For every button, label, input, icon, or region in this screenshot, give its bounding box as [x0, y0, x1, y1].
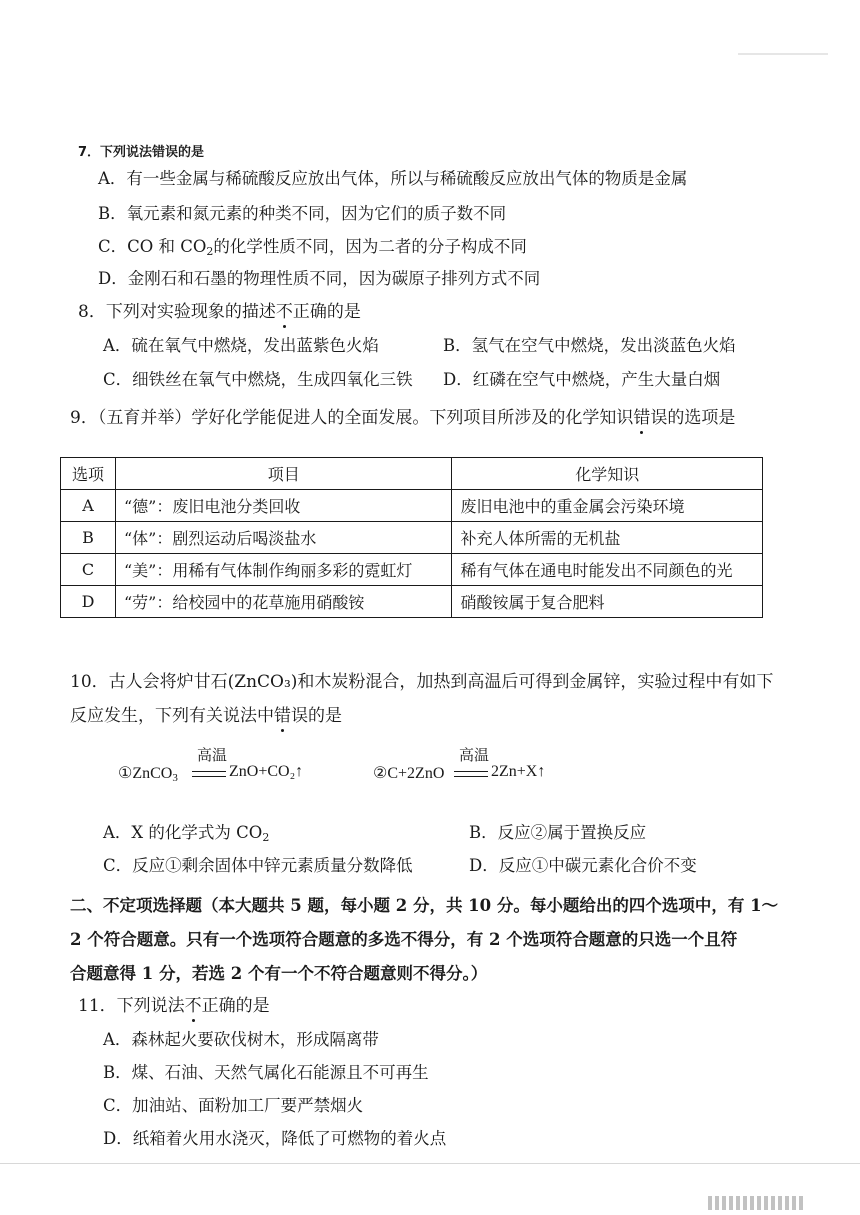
- table-cell-option: B: [61, 522, 116, 554]
- q10-option-b: B．反应②属于置换反应: [469, 823, 647, 842]
- eq1-sub: 3: [172, 772, 178, 784]
- q9-title-part2: 误的选项是: [650, 408, 736, 428]
- q7-option-a: A．有一些金属与稀硫酸反应放出气体，所以与稀硫酸反应放出气体的物质是金属: [98, 169, 688, 188]
- equation-2-equals-sign: [454, 771, 488, 777]
- table-cell-option: D: [61, 586, 116, 618]
- q9-title-emphasis: 错: [633, 408, 651, 428]
- q11-option-b: B．煤、石油、天然气属化石能源且不可再生: [103, 1063, 429, 1082]
- question-11-title: [78, 994, 270, 1018]
- q8-option-b: B．氢气在空气中燃烧，发出淡蓝色火焰: [443, 336, 736, 355]
- q7-option-c-part1: C．CO 和 CO: [98, 237, 207, 256]
- q10-line2-emphasis: 错: [274, 706, 291, 726]
- equation-1-reactants: [118, 763, 178, 783]
- q7-option-d: D．金刚石和石墨的物理性质不同，因为碳原子排列方式不同: [98, 269, 541, 288]
- table-row: [61, 554, 763, 586]
- q11-option-d: D．纸箱着火用水浇灭，降低了可燃物的着火点: [103, 1129, 447, 1148]
- q7-option-c-sub: 2: [206, 245, 214, 258]
- q10-line2-part2: 误的是: [291, 706, 342, 726]
- q11-title-part1: 11．下列说法: [78, 996, 185, 1016]
- table-cell-knowledge: 废旧电池中的重金属会污染环境: [452, 490, 763, 522]
- q11-option-c: C．加油站、面粉加工厂要严禁烟火: [103, 1096, 364, 1115]
- table-cell-item: “体”：剧烈运动后喝淡盐水: [115, 522, 452, 554]
- table-cell-option: C: [61, 554, 116, 586]
- table-row: [61, 490, 763, 522]
- table-cell-knowledge: 补充人体所需的无机盐: [452, 522, 763, 554]
- question-7-title: 7．下列说法错误的是: [78, 145, 205, 160]
- table-cell-knowledge: 硝酸铵属于复合肥料: [452, 586, 763, 618]
- q10-option-d: D．反应①中碳元素化合价不变: [469, 856, 697, 875]
- table-header-cell: 化学知识: [452, 458, 763, 490]
- q8-option-d: D．红磷在空气中燃烧，产生大量白烟: [443, 370, 721, 389]
- table-cell-item: “劳”：给校园中的花草施用硝酸铵: [115, 586, 452, 618]
- table-header-cell: 选项: [61, 458, 116, 490]
- question-10-line2: [70, 704, 342, 728]
- section-2-line3: 合题意得 1 分，若选 2 个有一个不符合题意则不得分。）: [70, 964, 488, 983]
- section-2-line1: 二、不定项选择题（本大题共 5 题，每小题 2 分，共 10 分。每小题给出的四个选项中，有 1～: [70, 896, 779, 915]
- q11-title-emphasis: 不: [184, 996, 202, 1016]
- scan-mark: [738, 53, 828, 55]
- question-9-title: [70, 406, 735, 430]
- equation-1-condition: 高温: [197, 746, 228, 764]
- table-cell-knowledge: 稀有气体在通电时能发出不同颜色的光: [452, 554, 763, 586]
- q7-option-c-part2: 的化学性质不同，因为二者的分子构成不同: [213, 237, 527, 256]
- eq1-left: ①ZnCO: [118, 765, 173, 782]
- q8-title-part1: 8．下列对实验现象的描述: [78, 302, 276, 322]
- table-cell-item: “德”：废旧电池分类回收: [115, 490, 452, 522]
- q8-title-part2: 正确的是: [292, 302, 361, 322]
- q8-title-emphasis: 不: [275, 302, 293, 322]
- equation-2-reactants: ②C+2ZnO: [373, 765, 445, 782]
- question-8-title: [78, 300, 361, 324]
- q11-option-a: A．森林起火要砍伐树木，形成隔离带: [103, 1030, 379, 1049]
- table-header-cell: 项目: [115, 458, 452, 490]
- equation-2-condition: 高温: [459, 746, 490, 764]
- q10-option-c: C．反应①剩余固体中锌元素质量分数降低: [103, 856, 413, 875]
- q7-option-c: [98, 235, 527, 259]
- table-row: [61, 522, 763, 554]
- question-10-line1: 10．古人会将炉甘石(ZnCO₃)和木炭粉混合，加热到高温后可得到金属锌，实验过程中有如下: [70, 672, 774, 692]
- q10-line2-part1: 反应发生，下列有关说法中: [70, 706, 274, 726]
- section-2-line2: 2 个符合题意。只有一个选项符合题意的多选不得分，有 2 个选项符合题意的只选一个且符: [70, 930, 738, 949]
- q9-table: [60, 457, 763, 618]
- qr-code-icon: [708, 1196, 803, 1210]
- q11-title-part2: 正确的是: [201, 996, 270, 1016]
- q9-title-part1: 9．（五育并举）学好化学能促进人的全面发展。下列项目所涉及的化学知识: [70, 408, 634, 428]
- q8-option-a: A．硫在氧气中燃烧，发出蓝紫色火焰: [103, 336, 379, 355]
- q8-option-c: C．细铁丝在氧气中燃烧，生成四氧化三铁: [103, 370, 413, 389]
- q10-option-a-sub: 2: [262, 831, 270, 844]
- equation-1-products: ZnO+CO₂↑: [229, 763, 304, 780]
- table-row: [61, 586, 763, 618]
- page-divider: [0, 1163, 860, 1164]
- equation-2-products: 2Zn+X↑: [491, 763, 546, 780]
- equation-1-equals-sign: [192, 771, 226, 777]
- table-cell-option: A: [61, 490, 116, 522]
- q10-option-a: [103, 821, 269, 845]
- q10-option-a-text: A．X 的化学式为 CO: [103, 823, 263, 842]
- table-header-row: [61, 458, 763, 490]
- q7-option-b: B．氧元素和氮元素的种类不同，因为它们的质子数不同: [98, 204, 507, 223]
- table-cell-item: “美”：用稀有气体制作绚丽多彩的霓虹灯: [115, 554, 452, 586]
